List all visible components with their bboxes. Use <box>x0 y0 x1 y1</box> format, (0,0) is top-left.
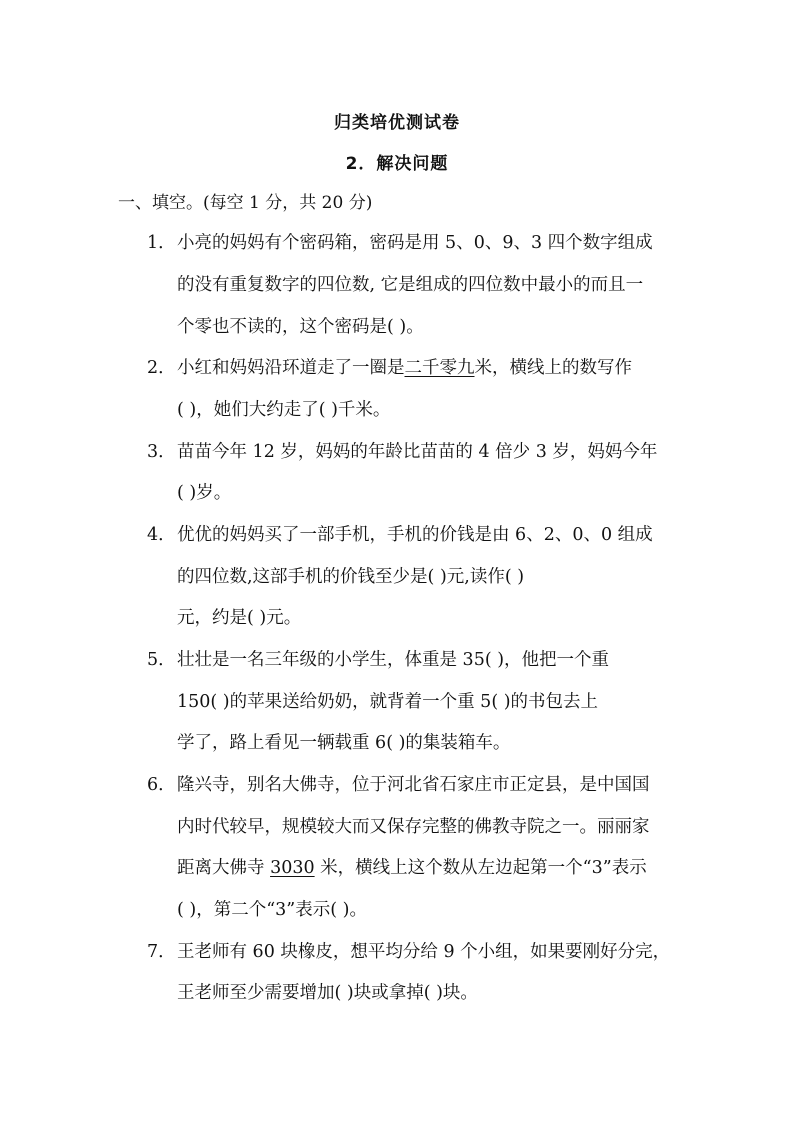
underlined-number-words: 二千零九 <box>404 358 475 378</box>
question-line: 隆兴寺，别名大佛寺，位于河北省石家庄市正定县，是中国国 <box>177 775 650 795</box>
question-line: 学了，路上看见一辆载重 6( )的集装箱车。 <box>177 733 511 753</box>
question-number: 3． <box>147 442 176 462</box>
question-line: 150( )的苹果送给奶奶，就背着一个重 5( )的书包去上 <box>177 692 599 712</box>
question-line: ( )岁。 <box>177 483 232 503</box>
underlined-number: 3030 <box>270 858 315 878</box>
question-line: 王老师至少需要增加( )块或拿掉( )块。 <box>177 983 478 1003</box>
question-line: 壮壮是一名三年级的小学生，体重是 35( )，他把一个重 <box>177 650 610 670</box>
page-title: 归类培优测试卷 <box>334 113 460 133</box>
question-line: 优优的妈妈买了一部手机，手机的价钱是由 6、2、0、0 组成 <box>177 525 653 545</box>
question-line: 个零也不读的，这个密码是( )。 <box>177 317 424 337</box>
question-line: ( )，她们大约走了( )千米。 <box>177 400 391 420</box>
question-line: 的四位数,这部手机的价钱至少是( )元,读作( ) <box>177 567 525 587</box>
question-number: 2． <box>147 358 176 378</box>
question-line: 苗苗今年 12 岁，妈妈的年龄比苗苗的 4 倍少 3 岁，妈妈今年 <box>177 442 658 462</box>
section-heading: 一、填空。(每空 1 分，共 20 分) <box>118 193 373 213</box>
question-text: 小红和妈妈沿环道走了一圈是 <box>177 358 405 378</box>
question-text: 米，横线上这个数从左边起第一个“3”表示 <box>314 858 647 878</box>
question-text: 米，横线上的数写作 <box>474 358 632 378</box>
question-line: ( )，第二个“3”表示( )。 <box>177 900 367 920</box>
question-line: 王老师有 60 块橡皮，想平均分给 9 个小组，如果要刚好分完， <box>177 942 671 962</box>
page-subtitle: 2．解决问题 <box>345 154 449 174</box>
question-text: 距离大佛寺 <box>177 858 271 878</box>
question-number: 6． <box>147 775 176 795</box>
question-number: 5． <box>147 650 176 670</box>
question-line: 小亮的妈妈有个密码箱，密码是用 5、0、9、3 四个数字组成 <box>177 233 653 253</box>
question-line: 的没有重复数字的四位数, 它是组成的四位数中最小的而且一 <box>177 275 644 295</box>
question-number: 1． <box>147 233 176 253</box>
question-line: 内时代较早，规模较大而又保存完整的佛教寺院之一。丽丽家 <box>177 817 650 837</box>
question-line <box>177 356 632 380</box>
question-number: 4． <box>147 525 176 545</box>
question-line: 元，约是( )元。 <box>177 608 302 628</box>
question-number: 7． <box>147 942 176 962</box>
question-line <box>177 856 647 880</box>
